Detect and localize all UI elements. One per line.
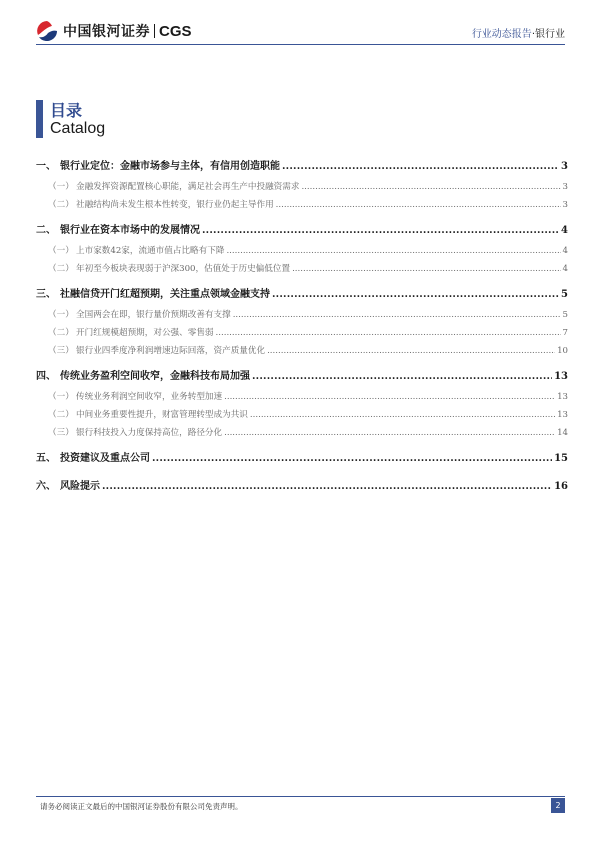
toc-subsection-entry[interactable] bbox=[36, 424, 568, 442]
toc-entry-title: 传统业务利润空间收窄，业务转型加速 bbox=[76, 392, 223, 402]
toc-entry-title: 传统业务盈利空间收窄，金融科技布局加强 bbox=[60, 371, 250, 382]
toc-subsection-entry[interactable] bbox=[36, 260, 568, 278]
toc-entry-number: 六、 bbox=[36, 481, 56, 492]
logo-separator bbox=[154, 24, 155, 38]
toc-entry-page: 16 bbox=[554, 481, 568, 492]
toc-section-entry[interactable] bbox=[36, 475, 568, 498]
toc-entry-number: 五、 bbox=[36, 453, 56, 464]
footer-disclaimer: 请务必阅读正文最后的中国银河证券股份有限公司免责声明。 bbox=[40, 802, 243, 811]
toc-entry-page: 13 bbox=[557, 392, 568, 402]
toc-entry-page: 5 bbox=[561, 289, 568, 300]
toc-entry-title: 年初至今板块表现弱于沪深300，估值处于历史偏低位置 bbox=[76, 264, 291, 274]
report-sector: ·银行业 bbox=[531, 29, 565, 40]
toc-entry-number: （三） bbox=[48, 346, 74, 356]
toc-entry-number: （二） bbox=[48, 410, 74, 420]
footer-divider bbox=[36, 796, 565, 797]
toc-subsection-entry[interactable] bbox=[36, 388, 568, 406]
toc-entry-title: 银行业定位：金融市场参与主体，有信用创造职能 bbox=[60, 161, 280, 172]
toc-entry-number: （二） bbox=[48, 200, 74, 210]
toc-section-entry[interactable] bbox=[36, 447, 568, 470]
toc-entry-title: 银行业四季度净利润增速边际回落，资产质量优化 bbox=[76, 346, 266, 356]
toc-dot-leader bbox=[250, 406, 555, 424]
toc-dot-leader bbox=[276, 196, 561, 214]
toc-entry-title: 银行业在资本市场中的发展情况 bbox=[60, 225, 200, 236]
toc-entry-page: 3 bbox=[562, 182, 568, 192]
toc-subsection-entry[interactable] bbox=[36, 324, 568, 342]
toc-dot-leader bbox=[202, 219, 559, 242]
toc-entry-page: 15 bbox=[554, 453, 568, 464]
toc-title-cn: 目录 bbox=[50, 101, 83, 120]
toc-entry-page: 3 bbox=[562, 200, 568, 210]
toc-dot-leader bbox=[226, 242, 560, 260]
toc-dot-leader bbox=[267, 342, 555, 360]
title-accent-bar bbox=[36, 100, 43, 138]
cgs-logo-mark-icon bbox=[36, 20, 58, 42]
report-type-label bbox=[472, 25, 565, 40]
toc-entry-number: （一） bbox=[48, 182, 74, 192]
toc-entry-number: （一） bbox=[48, 310, 74, 320]
toc-section-entry[interactable] bbox=[36, 365, 568, 388]
toc-subsection-entry[interactable] bbox=[36, 242, 568, 260]
toc-entry-title: 金融发挥资源配置核心职能，满足社会再生产中投融资需求 bbox=[76, 182, 300, 192]
toc-subsection-entry[interactable] bbox=[36, 342, 568, 360]
toc-entry-title: 中间业务重要性提升，财富管理转型成为共识 bbox=[76, 410, 248, 420]
toc-entry-number: 四、 bbox=[36, 371, 56, 382]
toc-entry-title: 开门红规模超预期，对公强、零售弱 bbox=[76, 328, 214, 338]
toc-subsection-entry[interactable] bbox=[36, 196, 568, 214]
toc-entry-page: 13 bbox=[557, 410, 568, 420]
toc-dot-leader bbox=[282, 155, 559, 178]
page-number: 2 bbox=[551, 798, 565, 813]
toc-dot-leader bbox=[224, 424, 555, 442]
toc-entry-number: （二） bbox=[48, 264, 74, 274]
toc-dot-leader bbox=[152, 447, 552, 470]
toc-subsection-entry[interactable] bbox=[36, 306, 568, 324]
logo-text-cn: 中国银河证券 bbox=[63, 24, 150, 40]
toc-entry-number: （二） bbox=[48, 328, 74, 338]
toc-entry-page: 4 bbox=[562, 246, 568, 256]
toc-entry-page: 4 bbox=[561, 225, 568, 236]
toc-entry-title: 社融信贷开门红超预期，关注重点领域金融支持 bbox=[60, 289, 270, 300]
toc-entry-page: 3 bbox=[561, 161, 568, 172]
page-header bbox=[0, 0, 595, 52]
toc-entry-number: 二、 bbox=[36, 225, 56, 236]
toc-section-entry[interactable] bbox=[36, 219, 568, 242]
toc-entry-page: 7 bbox=[562, 328, 568, 338]
toc-entry-page: 4 bbox=[562, 264, 568, 274]
toc-entry-page: 14 bbox=[557, 428, 568, 438]
logo-text-en: CGS bbox=[159, 22, 192, 40]
toc-entry-number: 三、 bbox=[36, 289, 56, 300]
header-divider bbox=[36, 44, 565, 45]
toc-entry-title: 全国两会在即，银行量价预期改善有支撑 bbox=[76, 310, 231, 320]
toc-entry-number: （三） bbox=[48, 428, 74, 438]
toc-dot-leader bbox=[102, 475, 552, 498]
report-type: 行业动态报告 bbox=[471, 29, 532, 40]
toc-entry-page: 13 bbox=[554, 371, 568, 382]
toc-dot-leader bbox=[252, 365, 552, 388]
toc-entry-page: 10 bbox=[557, 346, 568, 356]
toc-dot-leader bbox=[216, 324, 561, 342]
toc-entry-title: 上市家数42家，流通市值占比略有下降 bbox=[76, 246, 225, 256]
toc-section-entry[interactable] bbox=[36, 155, 568, 178]
toc-dot-leader bbox=[224, 388, 555, 406]
toc-subsection-entry[interactable] bbox=[36, 178, 568, 196]
toc-entry-number: （一） bbox=[48, 246, 74, 256]
toc-dot-leader bbox=[272, 283, 559, 306]
toc-entry-number: 一、 bbox=[36, 161, 56, 172]
toc-entry-title: 社融结构尚未发生根本性转变，银行业仍起主导作用 bbox=[76, 200, 274, 210]
toc-dot-leader bbox=[292, 260, 560, 278]
company-logo bbox=[36, 20, 192, 42]
table-of-contents bbox=[36, 155, 568, 498]
toc-entry-title: 投资建议及重点公司 bbox=[60, 453, 150, 464]
toc-section-entry[interactable] bbox=[36, 283, 568, 306]
toc-entry-number: （一） bbox=[48, 392, 74, 402]
toc-entry-page: 5 bbox=[562, 310, 568, 320]
toc-dot-leader bbox=[301, 178, 560, 196]
toc-dot-leader bbox=[233, 306, 561, 324]
toc-entry-title: 银行科技投入力度保持高位，路径分化 bbox=[76, 428, 223, 438]
toc-title-en: Catalog bbox=[50, 120, 106, 137]
toc-entry-title: 风险提示 bbox=[60, 481, 100, 492]
toc-subsection-entry[interactable] bbox=[36, 406, 568, 424]
